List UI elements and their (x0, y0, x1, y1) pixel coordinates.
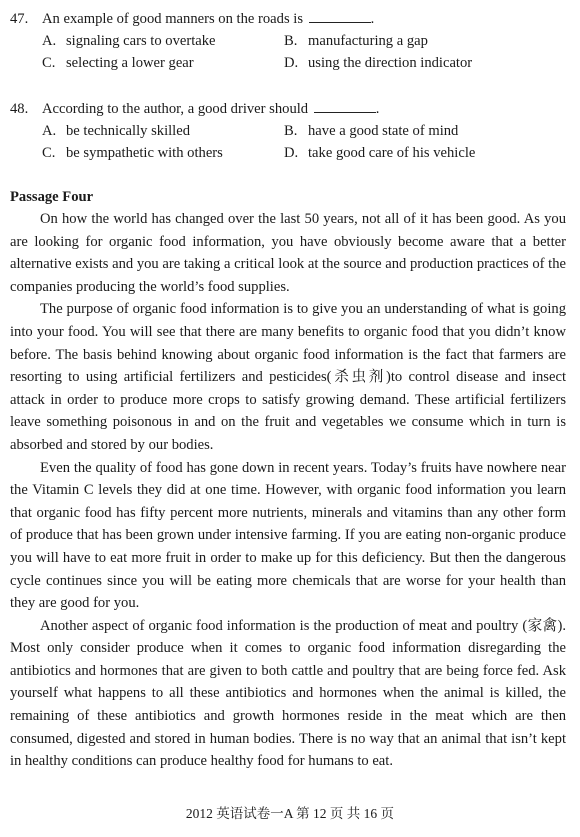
question-stem (10, 98, 570, 120)
options-row-1 (10, 120, 570, 142)
option-text: using the direction indicator (308, 55, 473, 71)
question-stem-end: . (375, 101, 380, 117)
option-text: selecting a lower gear (66, 55, 194, 71)
option-d (284, 52, 472, 74)
passage-paragraph: Even the quality of food has gone down in recent years. Today’s fruits have nowhere near the Vitamin C levels they did at one time. However, with organic food information you learn that organic food has fifty percent more nutrients, minerals and vitamins than any other form of produce that has been grown under intensive farming. If you are eating non-organic produce you will have to eat more fruit in order to make up for this deficiency. But then the dangerous cycle continues since you will be eating more chemicals that are worse for your health than they are good for you. (10, 459, 566, 612)
option-text: manufacturing a gap (308, 33, 428, 49)
options-row-2 (10, 142, 570, 164)
option-a (42, 30, 216, 52)
option-c (42, 52, 194, 74)
option-text: have a good state of mind (308, 123, 459, 139)
option-text: signaling cars to overtake (66, 33, 216, 49)
option-letter: C. (42, 145, 56, 161)
option-letter: A. (42, 123, 57, 139)
passage-title: Passage Four (10, 189, 94, 205)
passage-body (10, 208, 566, 773)
option-text: be technically skilled (66, 123, 191, 139)
option-b (284, 120, 458, 142)
page-footer: 2012 英语试卷一A 第 12 页 共 16 页 (185, 806, 395, 821)
option-letter: C. (42, 55, 56, 71)
answer-blank (309, 8, 371, 23)
question-48 (10, 98, 570, 164)
option-letter: D. (284, 55, 299, 71)
option-b (284, 30, 428, 52)
question-number: 48. (10, 101, 29, 117)
passage-paragraph: Another aspect of organic food information is the production of meat and poultry (家禽). Most only consider produce when it comes to organic food information disregarding the antibiotics and hormones that are given to both cattle and poultry that are being force fed. Ask yourself what happens to all these antibiotics and hormones when the animal is killed, the remaining of these antibiotics and growth hormones reside in the meat which are then consumed, digested and stored in human bodies. There is no way that an animal that isn’t kept in healthy conditions can produce healthy food for humans to eat. (10, 617, 566, 770)
answer-blank (314, 98, 376, 113)
question-stem-end: . (370, 11, 375, 27)
option-text: be sympathetic with others (66, 145, 223, 161)
passage-paragraph: On how the world has changed over the last 50 years, not all of it has been good. As you are looking for organic food information, you have obviously become aware that a better alternative exists and you are taking a critical look at the source and production practices of the companies producing the world’s food supplies. (10, 211, 566, 295)
option-letter: A. (42, 33, 57, 49)
question-text: According to the author, a good driver should (42, 101, 309, 117)
option-letter: D. (284, 145, 299, 161)
question-number: 47. (10, 11, 29, 27)
option-text: take good care of his vehicle (308, 145, 476, 161)
options-row-1 (10, 30, 570, 52)
option-a (42, 120, 190, 142)
question-stem (10, 8, 570, 30)
option-letter: B. (284, 33, 298, 49)
passage-paragraph: The purpose of organic food information is to give you an understanding of what is going into your food. You will see that there are many benefits to organic food that you didn’t know before. The basis behind knowing about organic food information is the fact that farmers are resorting to using artificial fertilizers and pesticides(杀虫剂)to control disease and insect attack in order to produce more crops to satisfy growing demand. These artificial fertilizers leave something poisonous in and on the fruit and vegetables we consume which in turn is absorbed and stored by our bodies. (10, 301, 566, 453)
option-d (284, 142, 475, 164)
option-c (42, 142, 223, 164)
question-text: An example of good manners on the roads is (42, 11, 304, 27)
option-letter: B. (284, 123, 298, 139)
options-row-2 (10, 52, 570, 74)
question-47 (10, 8, 570, 74)
